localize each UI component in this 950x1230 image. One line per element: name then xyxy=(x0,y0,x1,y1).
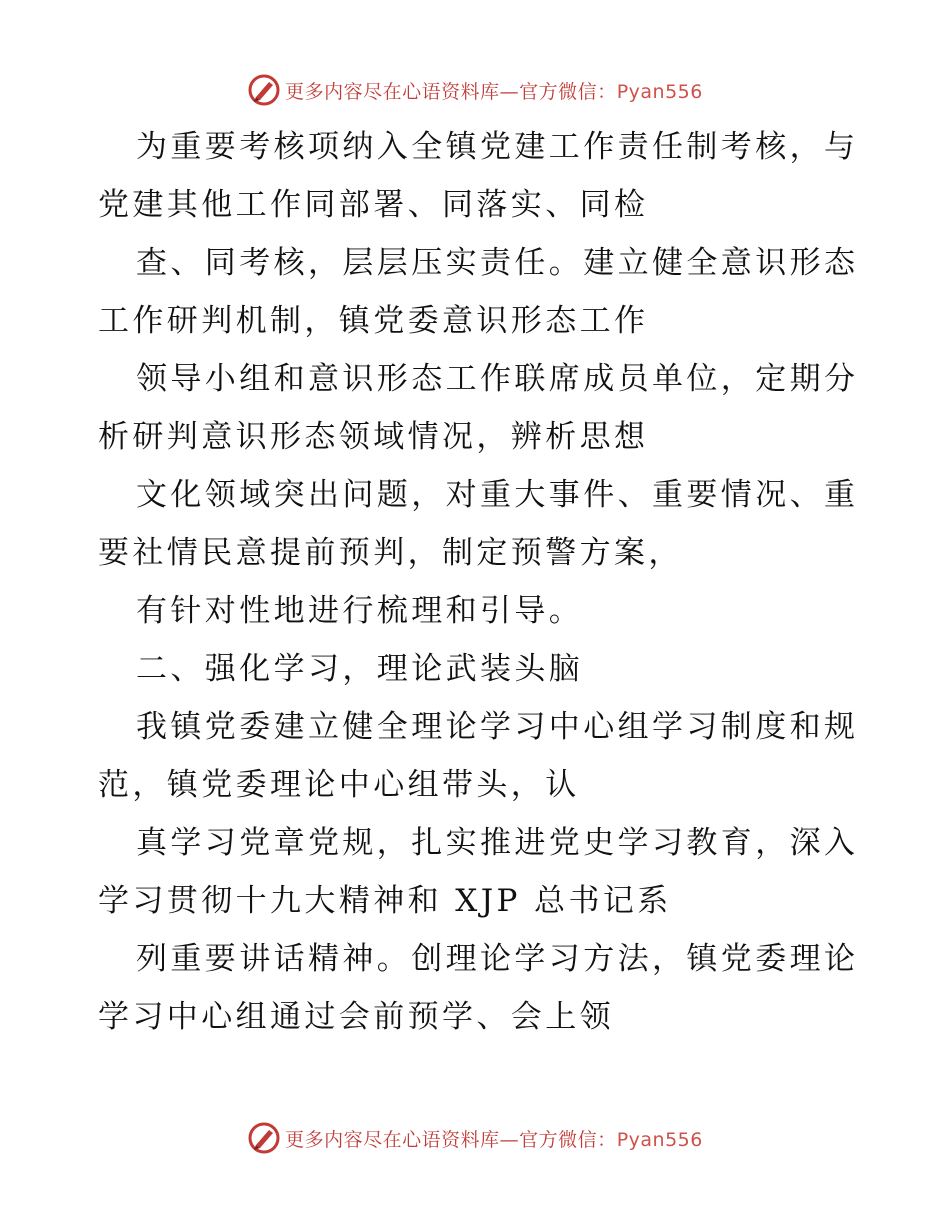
body-line: 学习贯彻十九大精神和 XJP 总书记系 xyxy=(98,883,672,919)
watermark-wechat-id: Pyan556 xyxy=(616,1128,703,1151)
body-line: 范，镇党委理论中心组带头，认 xyxy=(98,767,580,803)
body-line: 学习中心组通过会前预学、会上领 xyxy=(98,999,614,1035)
body-line: 领导小组和意识形态工作联席成员单位，定期分 xyxy=(136,361,859,397)
body-line: 要社情民意提前预判，制定预警方案， xyxy=(98,535,683,571)
body-line: 查、同考核，层层压实责任。建立健全意识形态 xyxy=(136,245,859,281)
document-body xyxy=(98,118,858,1046)
section-heading: 二、强化学习，理论武装头脑 xyxy=(136,651,584,687)
body-line: 文化领域突出问题，对重大事件、重要情况、重 xyxy=(136,477,859,513)
body-line: 析研判意识形态领域情况，辨析思想 xyxy=(98,419,649,455)
watermark-brand: 更多内容尽在心语资料库 xyxy=(285,80,500,103)
body-line: 为重要考核项纳入全镇党建工作责任制考核，与 xyxy=(136,129,859,165)
body-line: 党建其他工作同部署、同落实、同检 xyxy=(98,187,649,223)
watermark-contact: 官方微信： xyxy=(519,1128,617,1151)
body-line: 我镇党委建立健全理论学习中心组学习制度和规 xyxy=(136,709,859,745)
watermark-separator: — xyxy=(499,80,520,103)
brand-logo-icon xyxy=(247,1121,281,1155)
body-line: 有针对性地进行梳理和引导。 xyxy=(136,593,584,629)
body-line: 真学习党章党规，扎实推进党史学习教育，深入 xyxy=(136,825,859,861)
watermark-contact: 官方微信： xyxy=(519,80,617,103)
watermark-wechat-id: Pyan556 xyxy=(616,80,703,103)
watermark-text xyxy=(285,1125,703,1152)
watermark-brand: 更多内容尽在心语资料库 xyxy=(285,1128,500,1151)
watermark-separator: — xyxy=(499,1128,520,1151)
body-line: 列重要讲话精神。创理论学习方法，镇党委理论 xyxy=(136,941,859,977)
body-line: 工作研判机制，镇党委意识形态工作 xyxy=(98,303,649,339)
footer-watermark xyxy=(0,1118,950,1158)
watermark-text xyxy=(285,77,703,104)
brand-logo-icon xyxy=(247,73,281,107)
header-watermark xyxy=(0,70,950,110)
